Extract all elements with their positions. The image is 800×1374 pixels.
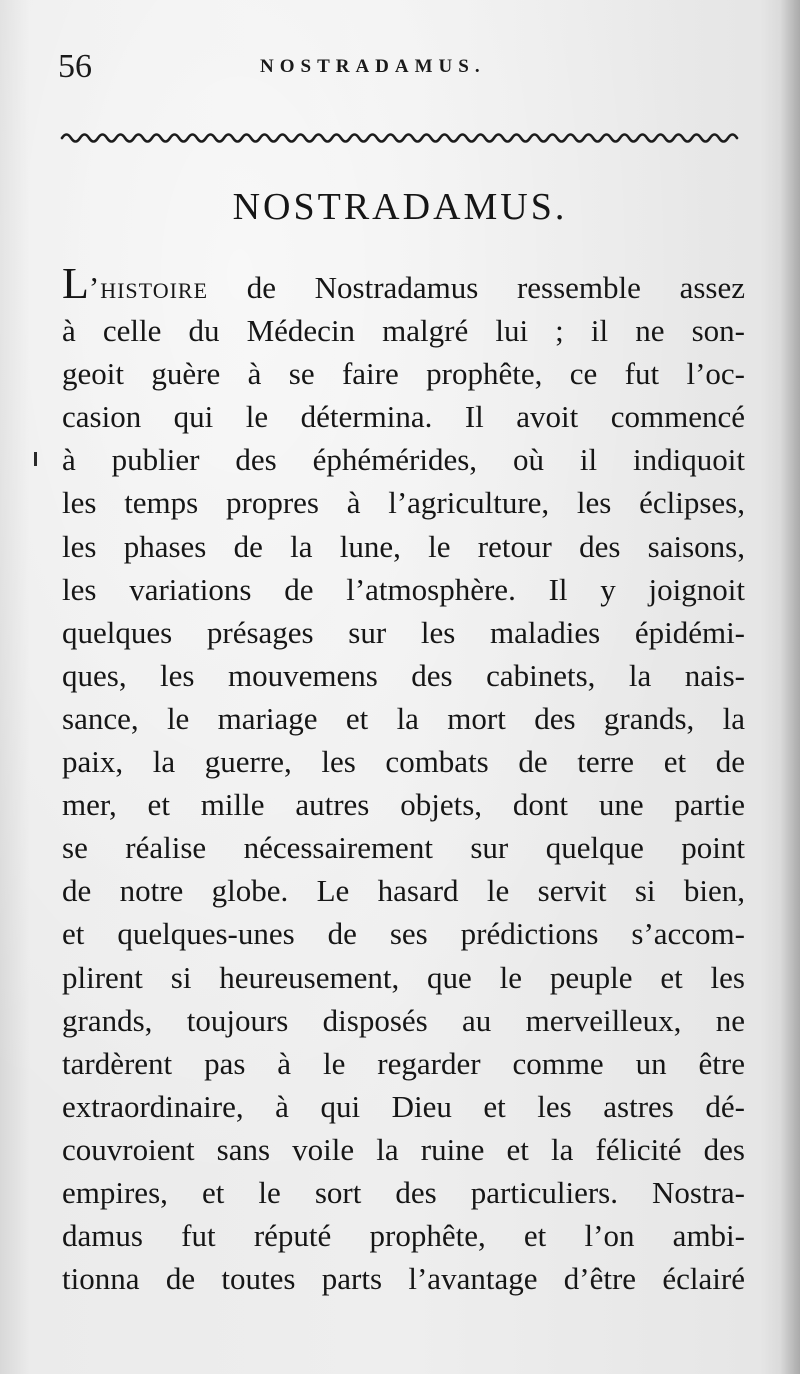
text-line: et quelques-unes de ses prédictions s’accom- — [62, 916, 745, 952]
text-line-last: tionna de toutes parts l’avantage d’être éclairé — [62, 1261, 745, 1297]
text-line: tardèrent pas à le regarder comme un être — [62, 1045, 745, 1081]
text-line: les variations de l’atmosphère. Il y joignoit — [62, 571, 745, 607]
text-line-first — [62, 259, 745, 309]
text-line: casion qui le détermina. Il avoit commencé — [62, 399, 745, 435]
text-line: plirent si heureusement, que le peuple et les — [62, 959, 745, 995]
text-line: mer, et mille autres objets, dont une partie — [62, 787, 745, 823]
text-line: de notre globe. Le hasard le servit si bien, — [62, 873, 745, 909]
text-line: extraordinaire, à qui Dieu et les astres dé- — [62, 1088, 745, 1124]
chapter-title: NOSTRADAMUS. — [232, 186, 568, 228]
text-line: paix, la guerre, les combats de terre et de — [62, 744, 745, 780]
text-line: les temps propres à l’agriculture, les éclipses, — [62, 485, 745, 521]
initial-letter: L — [62, 259, 89, 308]
page-number: 56 — [58, 48, 92, 85]
running-head — [58, 44, 748, 90]
ornamental-rule — [60, 128, 740, 148]
text-line: sance, le mariage et la mort des grands, la — [62, 700, 745, 736]
text-line: damus fut réputé prophête, et l’on ambi- — [62, 1218, 745, 1254]
text-line: les phases de la lune, le retour des saisons, — [62, 528, 745, 564]
body-paragraph — [62, 259, 745, 1300]
text-line: se réalise nécessairement sur quelque point — [62, 830, 745, 866]
text-line: couvroient sans voile la ruine et la félicité des — [62, 1131, 745, 1167]
first-line-rest: de Nostradamus ressemble assez — [208, 270, 745, 305]
text-line: quelques présages sur les maladies épidémi- — [62, 614, 745, 650]
first-word-small-caps: ’histoire — [88, 270, 209, 305]
margin-mark — [34, 452, 37, 466]
text-line: empires, et le sort des particuliers. Nostra- — [62, 1174, 745, 1210]
text-line: geoit guère à se faire prophête, ce fut l’oc- — [62, 356, 745, 392]
text-line: grands, toujours disposés au merveilleux, ne — [62, 1002, 745, 1038]
text-line: à celle du Médecin malgré lui ; il ne son- — [62, 313, 745, 349]
running-title: NOSTRADAMUS. — [260, 56, 486, 77]
text-line: à publier des éphémérides, où il indiquoit — [62, 442, 745, 478]
text-line: ques, les mouvemens des cabinets, la nais- — [62, 657, 745, 693]
